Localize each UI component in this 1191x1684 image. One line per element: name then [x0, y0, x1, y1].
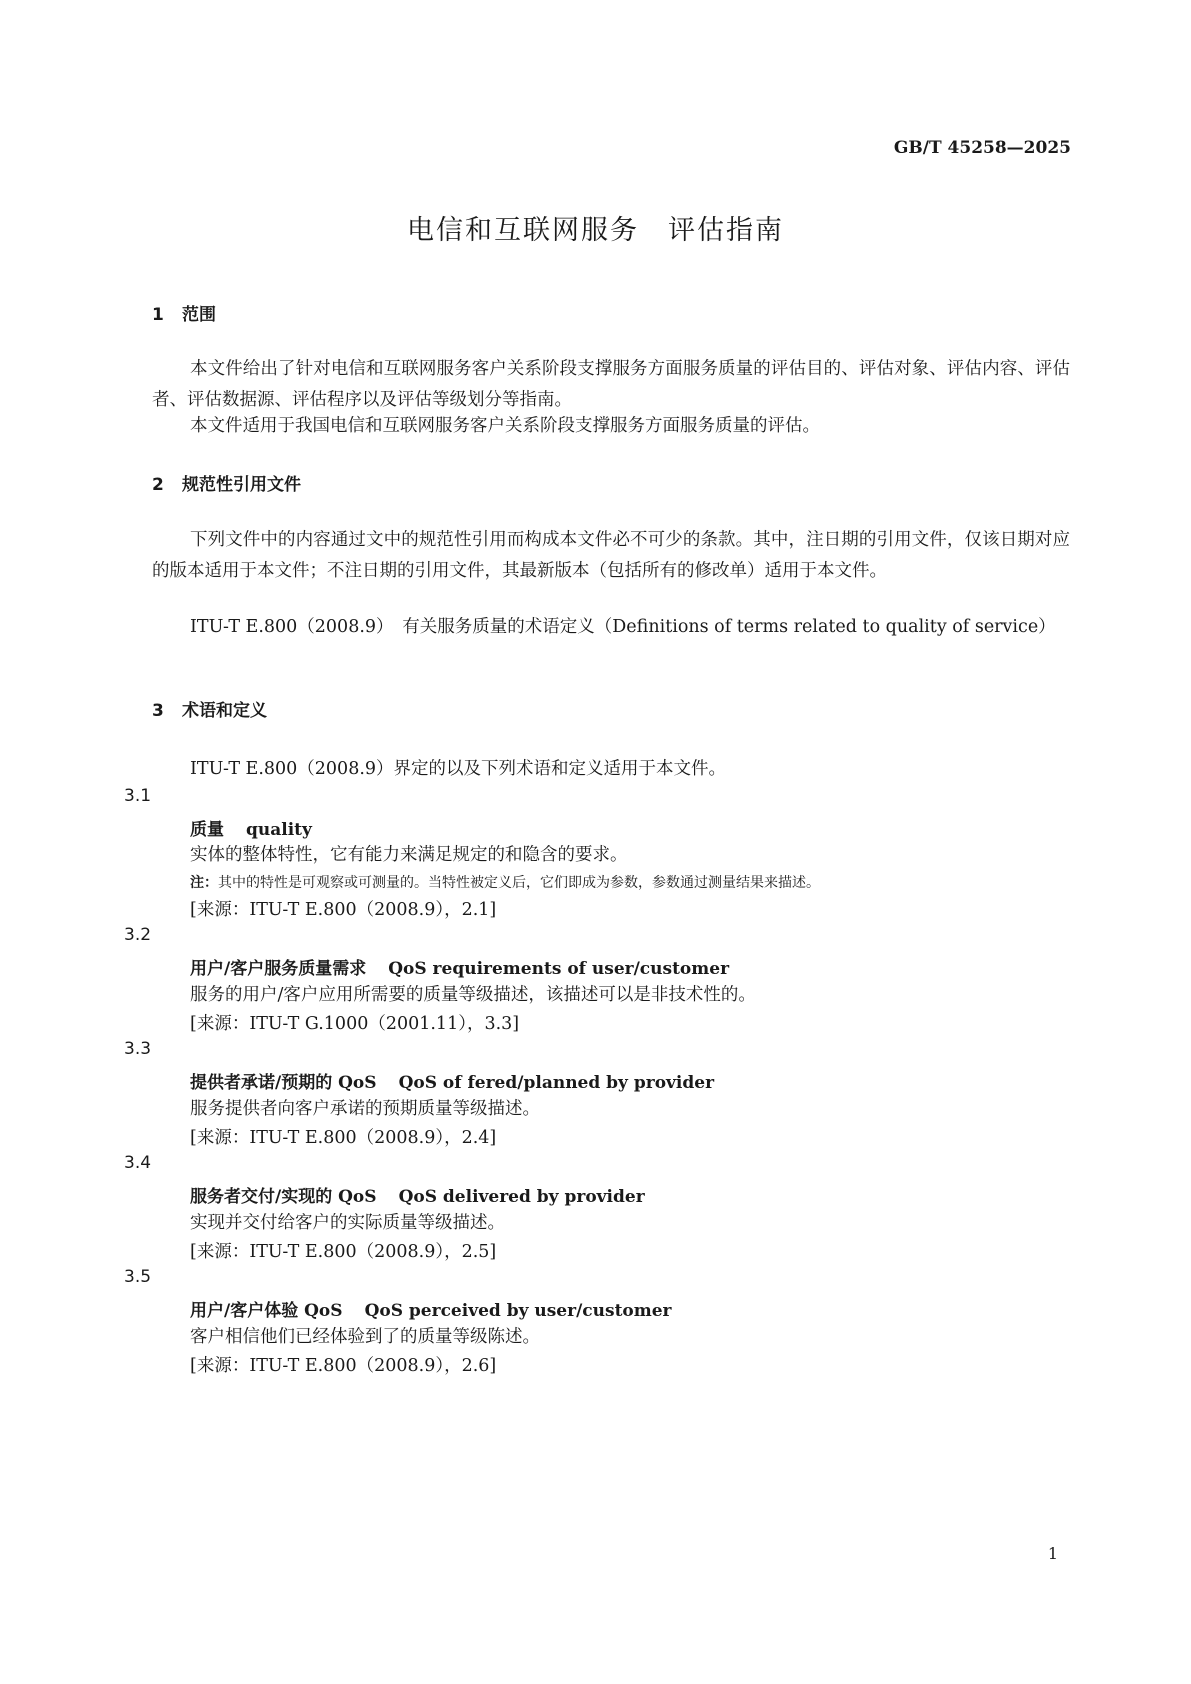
term-heading	[190, 815, 312, 840]
section-3-intro: ITU-T E.800（2008.9）界定的以及下列术语和定义适用于本文件。	[190, 759, 727, 779]
term-heading	[190, 954, 729, 979]
note-label: 注：	[190, 875, 218, 891]
term-en: quality	[246, 820, 312, 840]
clause-number: 3.4	[124, 1153, 152, 1173]
term-zh: 用户/客户体验 QoS	[190, 1301, 343, 1321]
note-text: 其中的特性是可观察或可测量的。当特性被定义后，它们即成为参数，参数通过测量结果来描述。	[218, 875, 820, 891]
term-source: [来源：ITU-T E.800（2008.9），2.5]	[190, 1242, 497, 1262]
term-en: QoS requirements of user/customer	[388, 959, 730, 979]
section-1-heading	[152, 300, 216, 325]
clause-number: 3.3	[124, 1039, 152, 1059]
clause-number: 3.5	[124, 1267, 152, 1287]
section-1-number: 1	[152, 305, 164, 325]
term-definition: 实现并交付给客户的实际质量等级描述。	[190, 1213, 505, 1233]
term-zh: 提供者承诺/预期的 QoS	[190, 1073, 377, 1093]
section-2-title: 规范性引用文件	[182, 475, 301, 495]
section-2-heading	[152, 470, 301, 495]
term-heading	[190, 1068, 714, 1093]
term-heading	[190, 1182, 645, 1207]
term-definition: 实体的整体特性，它有能力来满足规定的和隐含的要求。	[190, 845, 628, 865]
term-en: QoS perceived by user/customer	[364, 1301, 672, 1321]
section-1-title: 范围	[182, 305, 216, 325]
section-3-title: 术语和定义	[182, 701, 267, 721]
section-2-paragraph-1: 下列文件中的内容通过文中的规范性引用而构成本文件必不可少的条款。其中，注日期的引用文件，仅该日期对应的版本适用于本文件；不注日期的引用文件，其最新版本（包括所有的修改单）适用于本文件。	[152, 530, 1070, 581]
term-heading	[190, 1296, 672, 1321]
section-1-paragraph-2: 本文件适用于我国电信和互联网服务客户关系阶段支撑服务方面服务质量的评估。	[190, 416, 820, 436]
standard-number: GB/T 45258—2025	[893, 138, 1071, 158]
clause-number: 3.1	[124, 786, 152, 806]
term-zh: 用户/客户服务质量需求	[190, 959, 367, 979]
term-definition: 服务的用户/客户应用所需要的质量等级描述，该描述可以是非技术性的。	[190, 985, 756, 1005]
term-en: QoS delivered by provider	[398, 1187, 645, 1207]
section-3-heading	[152, 696, 267, 721]
term-source: [来源：ITU-T E.800（2008.9），2.6]	[190, 1356, 497, 1376]
term-definition: 客户相信他们已经体验到了的质量等级陈述。	[190, 1327, 540, 1347]
term-note	[190, 872, 820, 892]
term-source: [来源：ITU-T E.800（2008.9），2.4]	[190, 1128, 497, 1148]
term-source: [来源：ITU-T G.1000（2001.11），3.3]	[190, 1014, 520, 1034]
term-source: [来源：ITU-T E.800（2008.9），2.1]	[190, 900, 497, 920]
term-definition: 服务提供者向客户承诺的预期质量等级描述。	[190, 1099, 540, 1119]
section-3-number: 3	[152, 701, 164, 721]
document-title: 电信和互联网服务 评估指南	[407, 215, 784, 246]
term-en: QoS of fered/planned by provider	[398, 1073, 715, 1093]
section-1-paragraph-1: 本文件给出了针对电信和互联网服务客户关系阶段支撑服务方面服务质量的评估目的、评估对象、评估内容、评估者、评估数据源、评估程序以及评估等级划分等指南。	[152, 359, 1070, 410]
term-zh: 服务者交付/实现的 QoS	[190, 1187, 377, 1207]
normative-reference-1: ITU-T E.800（2008.9） 有关服务质量的术语定义（Definitions of terms related to quality of service）	[190, 617, 1056, 637]
section-2-number: 2	[152, 475, 164, 495]
page-number: 1	[1047, 1544, 1058, 1563]
term-zh: 质量	[190, 820, 224, 840]
clause-number: 3.2	[124, 925, 152, 945]
